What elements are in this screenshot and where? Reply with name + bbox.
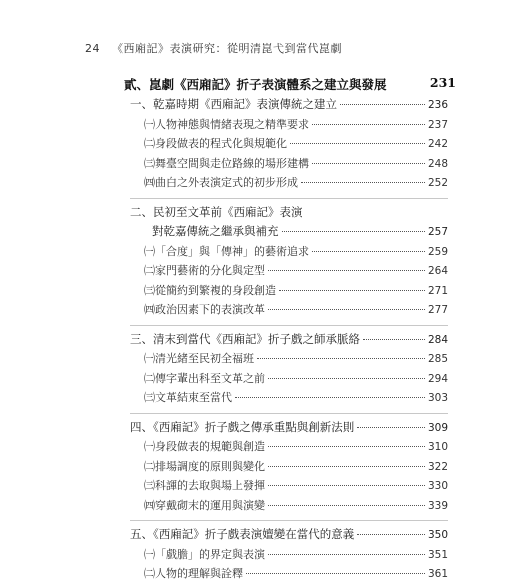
toc-subsection[interactable]: ㈢舞臺空間與走位路線的場形建構 248 bbox=[144, 156, 448, 170]
toc-subsection[interactable]: ㈡人物的理解與詮釋 361 bbox=[144, 567, 448, 580]
dot-leader bbox=[357, 427, 425, 428]
toc-section[interactable]: 五、《西廂記》折子戲表演嬗變在當代的意義 350 bbox=[130, 527, 448, 541]
dot-leader bbox=[279, 290, 425, 291]
dot-leader bbox=[268, 378, 425, 379]
dot-leader bbox=[312, 163, 425, 164]
part-heading bbox=[124, 75, 456, 93]
dot-leader bbox=[268, 485, 425, 486]
toc-subsection[interactable]: ㈠「合度」與「傳神」的藝術追求 259 bbox=[144, 244, 448, 258]
table-of-contents bbox=[130, 96, 448, 585]
section-divider bbox=[130, 413, 448, 414]
dot-leader bbox=[363, 339, 425, 340]
toc-subsection[interactable]: ㈡身段做表的程式化與規範化 242 bbox=[144, 137, 448, 150]
toc-subsection[interactable]: ㈢從簡約到繁複的身段創造 271 bbox=[144, 283, 448, 297]
dot-leader bbox=[235, 397, 425, 398]
toc-section[interactable]: 一、乾嘉時期《西廂記》表演傳統之建立 236 bbox=[130, 97, 448, 111]
toc-section[interactable]: 三、清末到當代《西廂記》折子戲之師承脈絡 284 bbox=[130, 331, 448, 346]
dot-leader bbox=[268, 309, 425, 310]
dot-leader bbox=[268, 270, 425, 271]
dot-leader bbox=[268, 446, 425, 447]
toc-section[interactable]: 四、《西廂記》折子戲之傳承重點與創新法則 309 bbox=[130, 419, 448, 434]
dot-leader bbox=[257, 358, 425, 359]
toc-subsection[interactable]: ㈡傳字輩出科至文革之前 294 bbox=[144, 371, 448, 385]
dot-leader bbox=[268, 505, 425, 506]
toc-subsection[interactable]: ㈣政治因素下的表演改革 277 bbox=[144, 303, 448, 316]
dot-leader bbox=[268, 554, 425, 555]
dot-leader bbox=[340, 104, 425, 105]
part-page: 231 bbox=[429, 75, 456, 90]
toc-subsection[interactable]: ㈢科諢的去取與場上發揮 330 bbox=[144, 479, 448, 492]
dot-leader bbox=[268, 466, 425, 467]
toc-subsection[interactable]: ㈠人物神態與情緒表現之精準要求 237 bbox=[144, 117, 448, 131]
dot-leader bbox=[282, 231, 425, 232]
dot-leader bbox=[246, 573, 425, 574]
toc-subsection[interactable]: ㈠「戲膽」的界定與表演 351 bbox=[144, 547, 448, 561]
toc-subsection[interactable]: ㈡排場調度的原則與變化 322 bbox=[144, 459, 448, 473]
toc-subsection[interactable]: ㈣曲白之外表演定式的初步形成 252 bbox=[144, 176, 448, 189]
toc-subsection[interactable]: ㈢文革結束至當代 303 bbox=[144, 391, 448, 404]
toc-section-continued[interactable]: 對乾嘉傳統之繼承與補充 257 bbox=[152, 224, 448, 238]
dot-leader bbox=[357, 534, 425, 535]
toc-subsection[interactable]: ㈣穿戴砌末的運用與演變 339 bbox=[144, 498, 448, 512]
section-divider bbox=[130, 520, 448, 521]
toc-section[interactable]: 二、民初至文革前《西廂記》表演 bbox=[130, 204, 303, 219]
dot-leader bbox=[301, 182, 425, 183]
part-title: 貳、崑劇《西廂記》折子表演體系之建立與發展 bbox=[124, 77, 387, 92]
toc-subsection[interactable]: ㈠清光緒至民初全福班 285 bbox=[144, 352, 448, 365]
toc-subsection[interactable]: ㈡家門藝術的分化與定型 264 bbox=[144, 264, 448, 277]
dot-leader bbox=[312, 124, 425, 125]
toc-subsection[interactable]: ㈠身段做表的規範與創造 310 bbox=[144, 440, 448, 453]
section-divider bbox=[130, 198, 448, 199]
running-header bbox=[85, 40, 342, 56]
dot-leader bbox=[312, 251, 425, 252]
page-number: 24 bbox=[85, 42, 100, 55]
running-title: 《西廂記》表演研究：從明清崑弋到當代崑劇 bbox=[112, 42, 342, 55]
dot-leader bbox=[290, 143, 425, 144]
section-divider bbox=[130, 325, 448, 326]
